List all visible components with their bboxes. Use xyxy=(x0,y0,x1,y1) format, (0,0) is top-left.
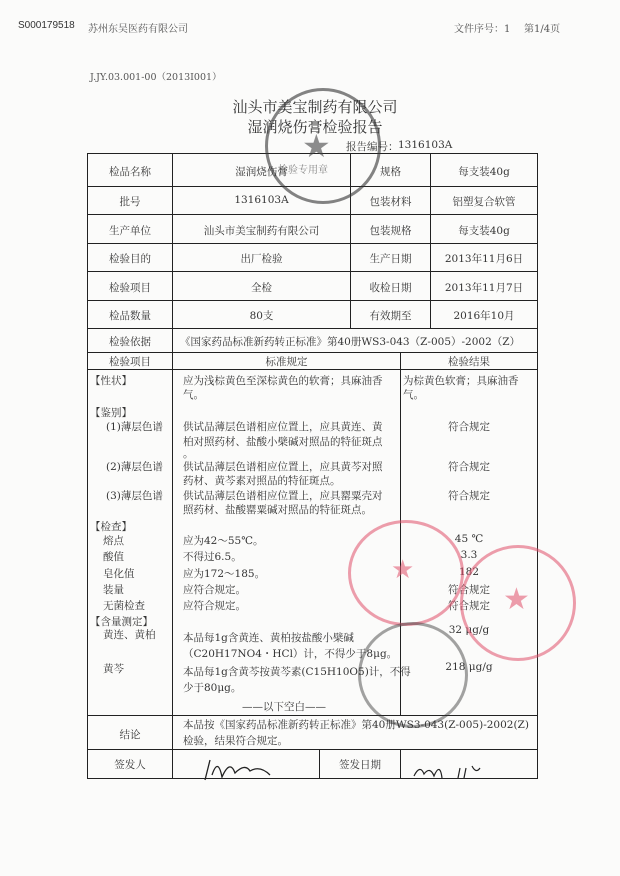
value: 湿润烧伤膏 xyxy=(235,166,288,178)
item-label: 黄连、黄柏 xyxy=(103,629,156,641)
value: 铝塑复合软管 xyxy=(452,196,516,208)
red-stamp: ★ xyxy=(460,545,576,661)
std-text: 气。 xyxy=(183,389,204,401)
result-text: 3.3 xyxy=(460,549,478,561)
handwritten-date xyxy=(410,758,490,782)
result-text: 218 μg/g xyxy=(445,661,493,673)
value: 80支 xyxy=(249,310,274,322)
signer-label: 签发人 xyxy=(114,759,146,771)
value: 每支装40g xyxy=(458,166,510,178)
std-text: 照药材、盐酸罂粟碱对照品的特征斑点。 xyxy=(183,504,372,516)
result-text: 符合规定 xyxy=(448,421,490,433)
std-text: （C20H17NO4・HCl）计，不得少于8μg。 xyxy=(183,648,398,660)
file-no: 文件序号：1 xyxy=(454,24,511,35)
label: 生产单位 xyxy=(109,225,151,237)
gray-stamp xyxy=(358,622,468,728)
item-label: 装量 xyxy=(103,584,124,596)
value: 汕头市美宝制药有限公司 xyxy=(203,225,320,237)
std-text: 供试品薄层色谱相应位置上，应具黄芩对照 xyxy=(183,461,383,473)
label: 有效期至 xyxy=(369,310,412,322)
col-standard: 标准规定 xyxy=(265,356,308,368)
label: 检验项目 xyxy=(109,282,151,294)
qc-stamp: ★ 检验专用章 xyxy=(265,88,381,204)
result-text: 符合规定 xyxy=(448,490,490,502)
item-label: 皂化值 xyxy=(103,568,135,580)
std-text: 本品每1g含黄芩按黄芩素(C15H10O5)计，不得 xyxy=(183,666,411,678)
value: 2016年10月 xyxy=(453,310,515,322)
value: 1316103A xyxy=(234,194,289,206)
col-result: 检验结果 xyxy=(448,356,490,368)
section-assay: 【含量测定】 xyxy=(90,616,153,628)
result-text: 符合规定 xyxy=(448,584,490,596)
result-text: 气。 xyxy=(403,389,424,401)
section-inspection: 【检查】 xyxy=(90,521,132,533)
value: 2013年11月6日 xyxy=(444,253,524,265)
item-label: (1)薄层色谱 xyxy=(106,421,163,433)
item-label: 熔点 xyxy=(103,535,124,547)
std-text: 柏对照药材、盐酸小檗碱对照品的特征斑点 xyxy=(183,436,383,448)
label: 检品名称 xyxy=(109,166,151,178)
report-no: 1316103A xyxy=(398,139,453,151)
report-title: 湿润烧伤膏检验报告 xyxy=(247,118,383,136)
std-text: 药材、黄芩素对照品的特征斑点。 xyxy=(183,475,341,487)
page-number: 第1/4页 xyxy=(524,24,561,35)
std-text: 。 xyxy=(183,448,194,460)
result-text: 符合规定 xyxy=(448,600,490,612)
sign-date-label: 签发日期 xyxy=(339,759,381,771)
value: 每支装40g xyxy=(458,225,510,237)
result-text: 为棕黄色软膏；具麻油香 xyxy=(403,375,519,387)
result-text: 符合规定 xyxy=(448,461,490,473)
item-label: 酸值 xyxy=(103,551,124,563)
conclusion-text: 检验，结果符合规定。 xyxy=(183,735,288,747)
std-text: 本品每1g含黄连、黄柏按盐酸小檗碱 xyxy=(183,632,354,644)
doc-id: S000179518 xyxy=(18,20,75,31)
conclusion-text: 本品按《国家药品标准新药转正标准》第40册WS3-043(Z-005)-2002(Z) xyxy=(183,719,529,731)
std-text: 不得过6.5。 xyxy=(183,551,242,563)
section-character: 【性状】 xyxy=(90,375,132,387)
std-text: 供试品薄层色谱相应位置上，应具黄连、黄 xyxy=(183,421,383,433)
basis-label: 检验依据 xyxy=(109,336,151,348)
result-text: 182 xyxy=(458,566,480,578)
std-text: 应为42～55℃。 xyxy=(183,535,264,547)
signature xyxy=(200,755,290,785)
item-label: 黄芩 xyxy=(103,663,124,675)
item-label: (3)薄层色谱 xyxy=(106,490,163,502)
col-item: 检验项目 xyxy=(109,356,151,368)
label: 检验目的 xyxy=(109,253,151,265)
std-text: 应符合规定。 xyxy=(183,600,246,612)
value: 全检 xyxy=(251,282,272,294)
basis-value: 《国家药品标准新药转正标准》第40册WS3-043（Z-005）-2002（Z） xyxy=(180,336,521,348)
result-text: 45 ℃ xyxy=(454,533,484,545)
red-stamp: ★ xyxy=(348,520,464,626)
value: 出厂检验 xyxy=(240,253,283,265)
item-label: 无菌检查 xyxy=(103,600,145,612)
label: 收检日期 xyxy=(369,282,412,294)
header-company: 苏州东吴医药有限公司 xyxy=(88,24,188,35)
label: 批号 xyxy=(119,196,141,208)
std-text: 供试品薄层色谱相应位置上，应具罂粟壳对 xyxy=(183,490,383,502)
company-title: 汕头市美宝制药有限公司 xyxy=(232,98,398,116)
section-identification: 【鉴别】 xyxy=(90,407,132,419)
label: 规格 xyxy=(380,166,401,178)
label: 检品数量 xyxy=(109,310,151,322)
result-text: 32 μg/g xyxy=(448,624,490,636)
label: 包装材料 xyxy=(369,196,412,208)
label: 包装规格 xyxy=(369,225,412,237)
stamp-text: 检验专用章 xyxy=(278,165,328,176)
std-text: 少于80μg。 xyxy=(183,682,242,694)
std-text: 应为172～185。 xyxy=(183,568,266,580)
conclusion-label: 结论 xyxy=(119,729,141,741)
report-no-label: 报告编号： xyxy=(346,141,399,153)
item-label: (2)薄层色谱 xyxy=(106,461,163,473)
form-code: J.JY.03.001-00（2013I001） xyxy=(90,72,222,83)
std-text: 应为浅棕黄色至深棕黄色的软膏；具麻油香 xyxy=(183,375,383,387)
blank-marker: ——以下空白—— xyxy=(242,701,326,713)
value: 2013年11月7日 xyxy=(444,282,524,294)
label: 生产日期 xyxy=(369,253,412,265)
std-text: 应符合规定。 xyxy=(183,584,246,596)
